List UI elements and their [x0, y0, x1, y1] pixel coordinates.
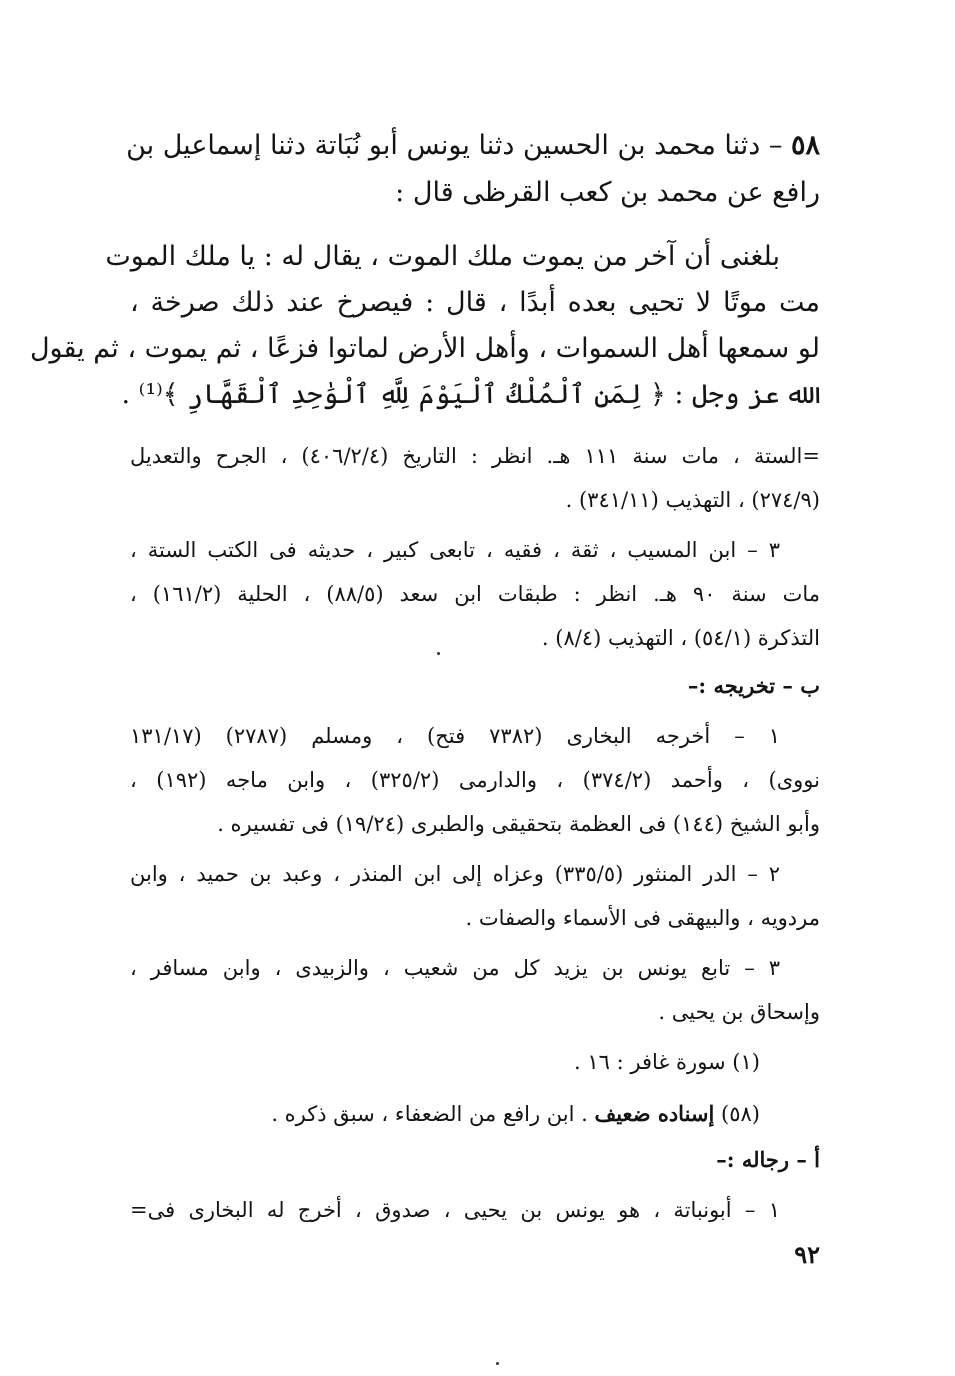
section-heading-rijal: أ – رجاله :–	[716, 1147, 820, 1172]
hadith-line-6: الله عز وجل : ﴿ لِمَنِ ٱلْمُلْكُ ٱلْيَوْمَ لِلَّهِ ٱلْوَٰحِدِ ٱلْقَهَّارِ ﴾⁽¹⁾ .	[121, 379, 820, 410]
section-heading-takhrij: ب – تخريجه :–	[687, 673, 820, 698]
footnote-1: (١) سورة غافر : ١٦ .	[574, 1050, 760, 1074]
note-line-4: مات سنة ٩٠ هـ. انظر : طبقات ابن سعد (٨٨/٥) ، الحلية (١٦١/٢) ،	[130, 582, 820, 606]
note-line-7: ١ – أخرجه البخارى (٧٣٨٢ فتح) ، ومسلم (٢٧٨٧) (١٣١/١٧	[130, 724, 781, 748]
page-number: ٩٢	[794, 1240, 820, 1269]
hadith-line-2: رافع عن محمد بن كعب القرظى قال :	[395, 177, 820, 208]
hadith-line-3: بلغنى أن آخر من يموت ملك الموت ، يقال له : يا ملك الموت	[105, 241, 780, 272]
note-line-5: التذكرة (٥٤/١) ، التهذيب (٨/٤) .	[541, 626, 820, 650]
isnad-note: (٥٨) إسناده ضعيف . ابن رافع من الضعفاء ، سبق ذكره .	[271, 1101, 760, 1126]
hadith-line-4: مت موتًا لا تحيى بعده أبدًا ، قال : فيصرخ عند ذلك صرخة ،	[130, 287, 820, 318]
hadith-line-5: لو سمعها أهل السموات ، وأهل الأرض لماتوا فزعًا ، ثم يموت ، ثم يقول	[29, 333, 820, 364]
note-line-last: ١ – أبونباتة ، هو يونس بن يحيى ، صدوق ، أخرج له البخارى فى=	[130, 1198, 780, 1222]
note-line-10: ٢ – الدر المنثور (٣٣٥/٥) وعزاه إلى ابن المنذر ، وعبد بن حميد ، وابن	[130, 862, 780, 886]
hadith-number: ٥٨	[790, 130, 820, 161]
speck	[496, 1362, 499, 1365]
note-line-3: ٣ – ابن المسيب ، ثقة ، فقيه ، تابعى كبير ، حديثه فى الكتب الستة ،	[130, 538, 780, 562]
note-line-12: ٣ – تابع يونس بن يزيد كل من شعيب ، والزبيدى ، وابن مسافر ،	[130, 956, 780, 980]
speck	[437, 652, 440, 655]
note-line-11: مردويه ، والبيهقى فى الأسماء والصفات .	[465, 906, 820, 930]
isnad-grade: إسناده ضعيف	[594, 1101, 715, 1126]
note-line-1: =الستة ، مات سنة ١١١ هـ. انظر : التاريخ (٤٠٦/٢/٤) ، الجرح والتعديل	[130, 444, 820, 468]
note-line-8: نووى) ، وأحمد (٣٧٤/٢) ، والدارمى (٣٢٥/٢) ، وابن ماجه (١٩٢) ،	[130, 768, 820, 792]
note-line-2: (٢٧٤/٩) ، التهذيب (٣٤١/١١) .	[565, 488, 820, 512]
note-line-9: وأبو الشيخ (١٤٤) فى العظمة بتحقيقى والطبرى (١٩/٢٤) فى تفسيره .	[217, 812, 820, 836]
note-line-13: وإسحاق بن يحيى .	[658, 1000, 820, 1024]
hadith-line-1: ٥٨ – دثنا محمد بن الحسين دثنا يونس أبو نُبَاتة دثنا إسماعيل بن	[126, 130, 820, 161]
